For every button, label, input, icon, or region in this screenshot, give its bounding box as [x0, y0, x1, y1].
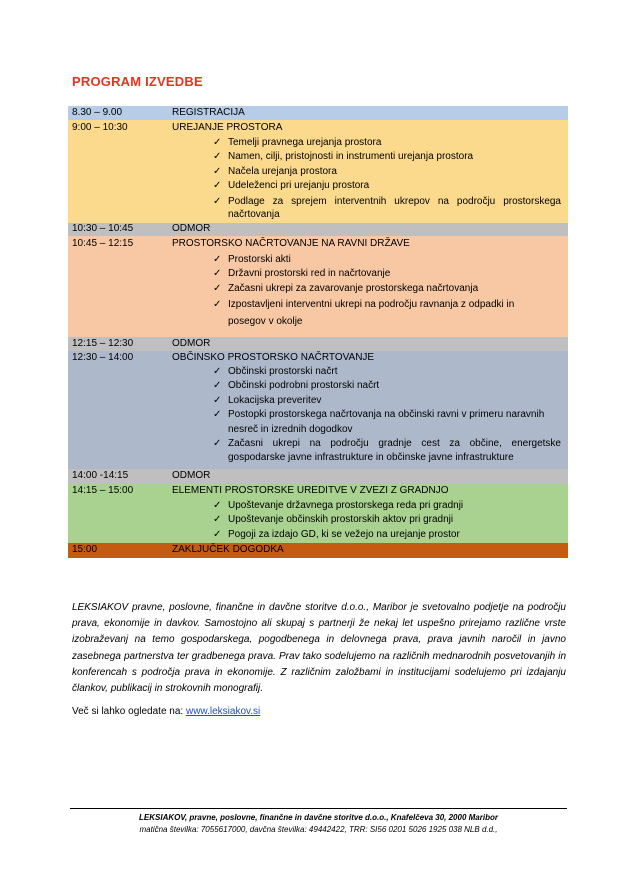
topic-list [68, 499, 568, 542]
section-time: 14:00 -14:15 [72, 470, 129, 482]
section-title: PROSTORSKO NAČRTOVANJE NA RAVNI DRŽAVE [172, 238, 410, 250]
checkmark-icon: ✓ [213, 438, 222, 450]
footer-registration: matična številka: 7055617000, davčna številka: 49442422, TRR: SI56 0201 5026 1925 038 NLB d.d., [139, 825, 498, 834]
section-urejanje-prostora [68, 120, 568, 223]
list-item: ✓ Temelji pravnega urejanja prostora [213, 136, 561, 150]
section-time: 10:30 – 10:45 [72, 223, 134, 235]
section-obcinsko [68, 351, 568, 469]
list-item: ✓ Izpostavljeni interventni ukrepi na področju ravnanja z odpadki in posegov v okolje [213, 296, 561, 330]
checkmark-icon: ✓ [213, 165, 222, 177]
section-title: UREJANJE PROSTORA [172, 121, 283, 133]
section-header [68, 469, 568, 484]
section-odmor [68, 469, 568, 484]
checkmark-icon: ✓ [213, 514, 222, 526]
section-time: 12:30 – 14:00 [72, 351, 134, 363]
checkmark-icon: ✓ [213, 409, 222, 421]
list-item: ✓ Prostorski akti [213, 253, 561, 267]
list-item: ✓ Lokacijska preveritev [213, 394, 561, 408]
more-info-label: Več si lahko ogledate na: [72, 706, 184, 717]
list-item: ✓ Namen, cilji, pristojnosti in instrumenti urejanja prostora [213, 150, 561, 164]
section-header [68, 120, 568, 136]
checkmark-icon: ✓ [213, 180, 222, 192]
section-title: ELEMENTI PROSTORSKE UREDITVE V ZVEZI Z GRADNJO [172, 485, 449, 497]
section-time: 10:45 – 12:15 [72, 238, 134, 250]
checkmark-icon: ✓ [213, 282, 222, 294]
section-time: 15:00 [72, 544, 98, 556]
section-header [68, 351, 568, 365]
list-item: ✓ Podlage za sprejem interventnih ukrepov na področju prostorskega načrtovanja [213, 195, 561, 220]
checkmark-icon: ✓ [213, 528, 222, 540]
checkmark-icon: ✓ [213, 254, 222, 265]
list-item: ✓ Državni prostorski red in načrtovanje [213, 267, 561, 281]
section-time: 14:15 – 15:00 [72, 485, 134, 497]
checkmark-icon: ✓ [213, 380, 222, 392]
topic-list [68, 253, 568, 330]
checkmark-icon: ✓ [213, 394, 222, 406]
section-header [68, 543, 568, 558]
list-item: ✓ Občinski prostorski načrt [213, 365, 561, 379]
section-time: 12:15 – 12:30 [72, 337, 134, 349]
section-odmor [68, 337, 568, 351]
section-title: REGISTRACIJA [172, 106, 245, 118]
schedule-table [68, 106, 568, 558]
topic-list [68, 365, 568, 466]
topic-list [68, 136, 568, 221]
more-info [72, 706, 260, 717]
page-title: PROGRAM IZVEDBE [72, 74, 203, 89]
section-title: ODMOR [172, 470, 211, 482]
checkmark-icon: ✓ [213, 137, 222, 148]
section-title: ZAKLJUČEK DOGODKA [172, 544, 284, 556]
section-zakljucek [68, 543, 568, 558]
list-item: ✓ Udeleženci pri urejanju prostora [213, 179, 561, 193]
footer-address: LEKSIAKOV, pravne, poslovne, finančne in davčne storitve d.o.o., Knafelčeva 30, 2000 Maribor [139, 813, 498, 822]
section-registracija [68, 106, 568, 120]
list-item: ✓ Načela urejanja prostora [213, 165, 561, 179]
section-header [68, 236, 568, 253]
section-prostorsko-drzava [68, 236, 568, 337]
section-title: ODMOR [172, 223, 211, 235]
section-title: ODMOR [172, 337, 211, 349]
section-time: 9:00 – 10:30 [72, 121, 128, 133]
list-item: ✓ Začasni ukrepi za zavarovanje prostorskega načrtovanja [213, 282, 561, 296]
checkmark-icon: ✓ [213, 151, 222, 163]
list-item: ✓ Pogoji za izdajo GD, ki se vežejo na urejanje prostor [213, 528, 561, 542]
list-item: ✓ Postopki prostorskega načrtovanja na občinski ravni v primeru naravnih nesreč in izrednih dogodkov [213, 409, 545, 435]
checkmark-icon: ✓ [213, 268, 222, 280]
section-elementi [68, 484, 568, 543]
section-header [68, 484, 568, 499]
list-item: ✓ Začasni ukrepi na področju gradnje cest za občine, energetske gospodarske javne infrastrukture in občinske javne infrastrukture [213, 438, 561, 464]
footer [70, 812, 567, 836]
list-item: ✓ Upoštevanje občinskih prostorskih aktov pri gradnji [213, 513, 561, 527]
footer-divider [70, 808, 567, 809]
list-item: ✓ Upoštevanje državnega prostorskega reda pri gradnji [213, 499, 561, 513]
section-time: 8.30 – 9.00 [72, 106, 123, 118]
section-header [68, 337, 568, 351]
section-title: OBČINSKO PROSTORSKO NAČRTOVANJE [172, 351, 375, 363]
section-header [68, 223, 568, 236]
checkmark-icon: ✓ [213, 195, 222, 207]
list-item: ✓ Občinski podrobni prostorski načrt [213, 379, 561, 393]
website-link[interactable]: www.leksiakov.si [185, 706, 261, 717]
company-description: LEKSIAKOV pravne, poslovne, finančne in davčne storitve d.o.o., Maribor je svetovalno podjetje na področju prava, ekonomije in davkov. Samostojno ali skupaj s partnerji že nekaj let uspešno prirejamo različne vrste izobraževanj na temo gospodarskega, pogodbenega in delovnega prava, prava javnih naročil in javno zasebnega partnerstva ter gradbenega prava. Prav tako sodelujemo na različnih mednarodnih posvetovanjih in konferencah s področja prava in ekonomije. Z različnim založbami in institucijami sodelujemo pri izdajanju člankov, publikacij in strokovnih monografij. [72, 602, 566, 695]
checkmark-icon: ✓ [213, 500, 222, 511]
checkmark-icon: ✓ [213, 299, 222, 311]
section-odmor [68, 223, 568, 236]
checkmark-icon: ✓ [213, 366, 222, 377]
section-header [68, 106, 568, 120]
